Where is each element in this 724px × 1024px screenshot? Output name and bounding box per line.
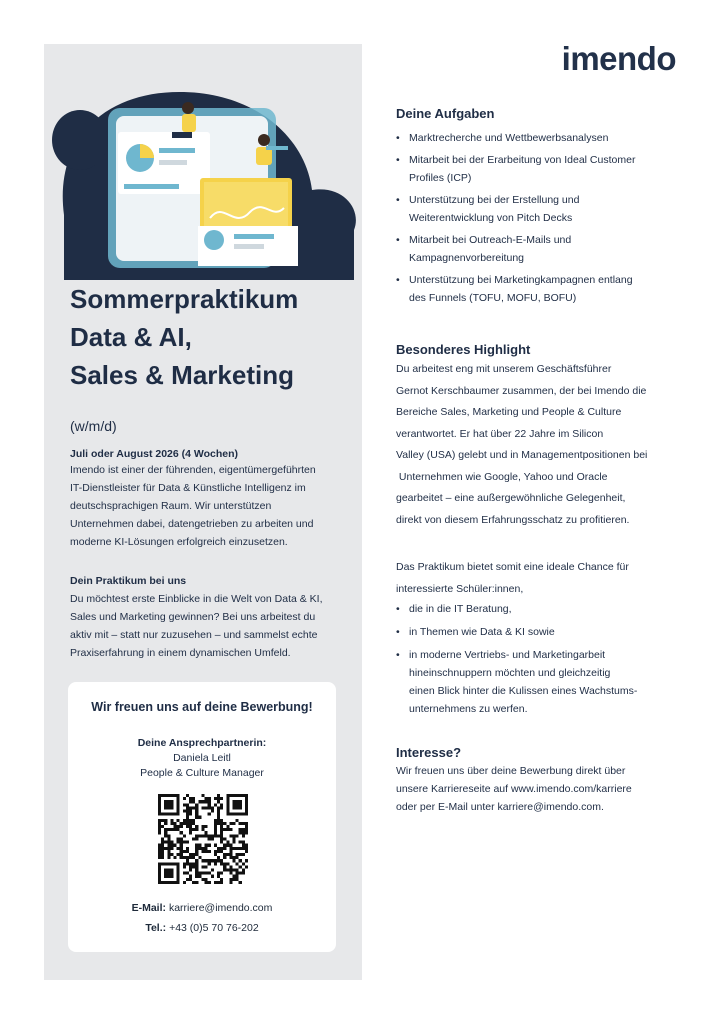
list-item: • Unterstützung bei Marketingkampagnen entlang des Funnels (TOFU, MOFU, BOFU) — [396, 271, 686, 307]
chance-section — [396, 557, 686, 723]
section-heading: Deine Aufgaben — [396, 106, 495, 121]
praktikum-heading: Dein Praktikum bei uns — [70, 575, 187, 587]
intro-text — [70, 461, 355, 551]
list-item: • die in die IT Beratung, — [396, 600, 686, 618]
email-link[interactable]: karriere@imendo.com — [168, 902, 273, 914]
chance-text — [396, 557, 686, 600]
contact-label: Deine Ansprechpartnerin: — [137, 737, 267, 749]
title-line: Data & AI, — [70, 322, 192, 352]
qr-code-icon[interactable] — [158, 794, 248, 884]
text-line: direkt von diesem Erfahrungsschatz zu profitieren. — [396, 513, 630, 526]
text-line: Imendo ist einer der führenden, eigentümergeführten — [70, 464, 316, 476]
text-line: Bereiche Sales, Marketing und People & Culture — [396, 406, 622, 418]
chance-list — [396, 600, 686, 718]
text-line: Wir freuen uns über deine Bewerbung direkt über — [396, 765, 626, 777]
text-line: Sales und Marketing gewinnen? Bei uns arbeitest du — [70, 611, 316, 623]
list-item: • in moderne Vertriebs- und Marketingarbeit hineinschnuppern möchten und gleichzeitig einen Blick hinter die Kulissen eines Wachstums- unternehmens zu werfen. — [396, 646, 686, 718]
list-item: • Mitarbeit bei der Erarbeitung von Ideal Customer Profiles (ICP) — [396, 151, 686, 187]
text-line: deutschsprachigen Raum. Wir unterstützen — [70, 500, 272, 512]
page-title — [70, 280, 360, 394]
date-line: Juli oder August 2026 (4 Wochen) — [70, 448, 239, 460]
text-line: Praxiserfahrung in einem dynamischen Umfeld. — [70, 647, 291, 659]
highlight-section — [396, 342, 686, 531]
section-heading: Interesse? — [396, 745, 462, 760]
contact-block — [68, 736, 336, 781]
list-item: • Unterstützung bei der Erstellung und Weiterentwicklung von Pitch Decks — [396, 191, 686, 227]
text-line: Gernot Kerschbaumer zusammen, der bei Imendo die — [396, 384, 647, 397]
praktikum-text — [70, 590, 355, 662]
tel-line — [68, 922, 336, 934]
text-line: verantwortet. Er hat über 22 Jahre im Silicon — [396, 427, 604, 440]
aufgaben-section — [396, 106, 686, 311]
text-line: Das Praktikum bietet somit eine ideale Chance für — [396, 561, 629, 573]
text-line: oder per E-Mail unter karriere@imendo.com. — [396, 801, 604, 813]
tel-number[interactable]: +43 (0)5 70 76-202 — [169, 922, 259, 934]
title-line: Sales & Marketing — [70, 360, 294, 390]
card-title: Wir freuen uns auf deine Bewerbung! — [91, 700, 313, 714]
gender-note: (w/m/d) — [70, 418, 117, 434]
text-line: Du arbeitest eng mit unserem Geschäftsführer — [396, 363, 612, 375]
list-item: • in Themen wie Data & KI sowie — [396, 623, 686, 641]
tel-label: Tel.: — [145, 922, 167, 934]
text-line: aktiv mit – statt nur zuzusehen – und sammelst echte — [70, 629, 318, 641]
list-item: • Marktrecherche und Wettbewerbsanalysen — [396, 129, 686, 147]
email-label: E-Mail: — [131, 902, 167, 914]
list-item: • Mitarbeit bei Outreach-E-Mails und Kampagnenvorbereitung — [396, 231, 686, 267]
text-line: interessierte Schüler:innen, — [396, 582, 524, 595]
text-line: IT-Dienstleister für Data & Künstliche Intelligenz im — [70, 482, 306, 494]
text-line: gearbeitet – eine außergewöhnliche Gelegenheit, — [396, 492, 626, 504]
contact-name: Daniela Leitl — [173, 752, 231, 764]
section-heading: Besonderes Highlight — [396, 342, 531, 357]
interesse-section — [396, 745, 686, 816]
imendo-logo[interactable]: imendo — [561, 40, 676, 77]
application-card — [68, 682, 336, 952]
text-line: Du möchtest erste Einblicke in die Welt von Data & KI, — [70, 593, 323, 605]
title-line: Sommerpraktikum — [70, 284, 299, 314]
text-line: Unternehmen dabei, datengetrieben zu arbeiten und — [70, 518, 314, 530]
contact-role: People & Culture Manager — [140, 767, 264, 779]
text-line: Valley (USA) gelebt und in Managementpositionen bei — [396, 449, 648, 461]
text-line: moderne KI-Lösungen erfolgreich einzusetzen. — [70, 536, 288, 548]
interesse-text — [396, 762, 686, 816]
aufgaben-list — [396, 129, 686, 307]
illustration — [44, 80, 362, 280]
text-line: Unternehmen wie Google, Yahoo und Oracle — [396, 470, 608, 483]
text-line: unsere Karriereseite auf www.imendo.com/karriere — [396, 783, 632, 795]
email-line — [68, 902, 336, 914]
highlight-text — [396, 359, 686, 531]
